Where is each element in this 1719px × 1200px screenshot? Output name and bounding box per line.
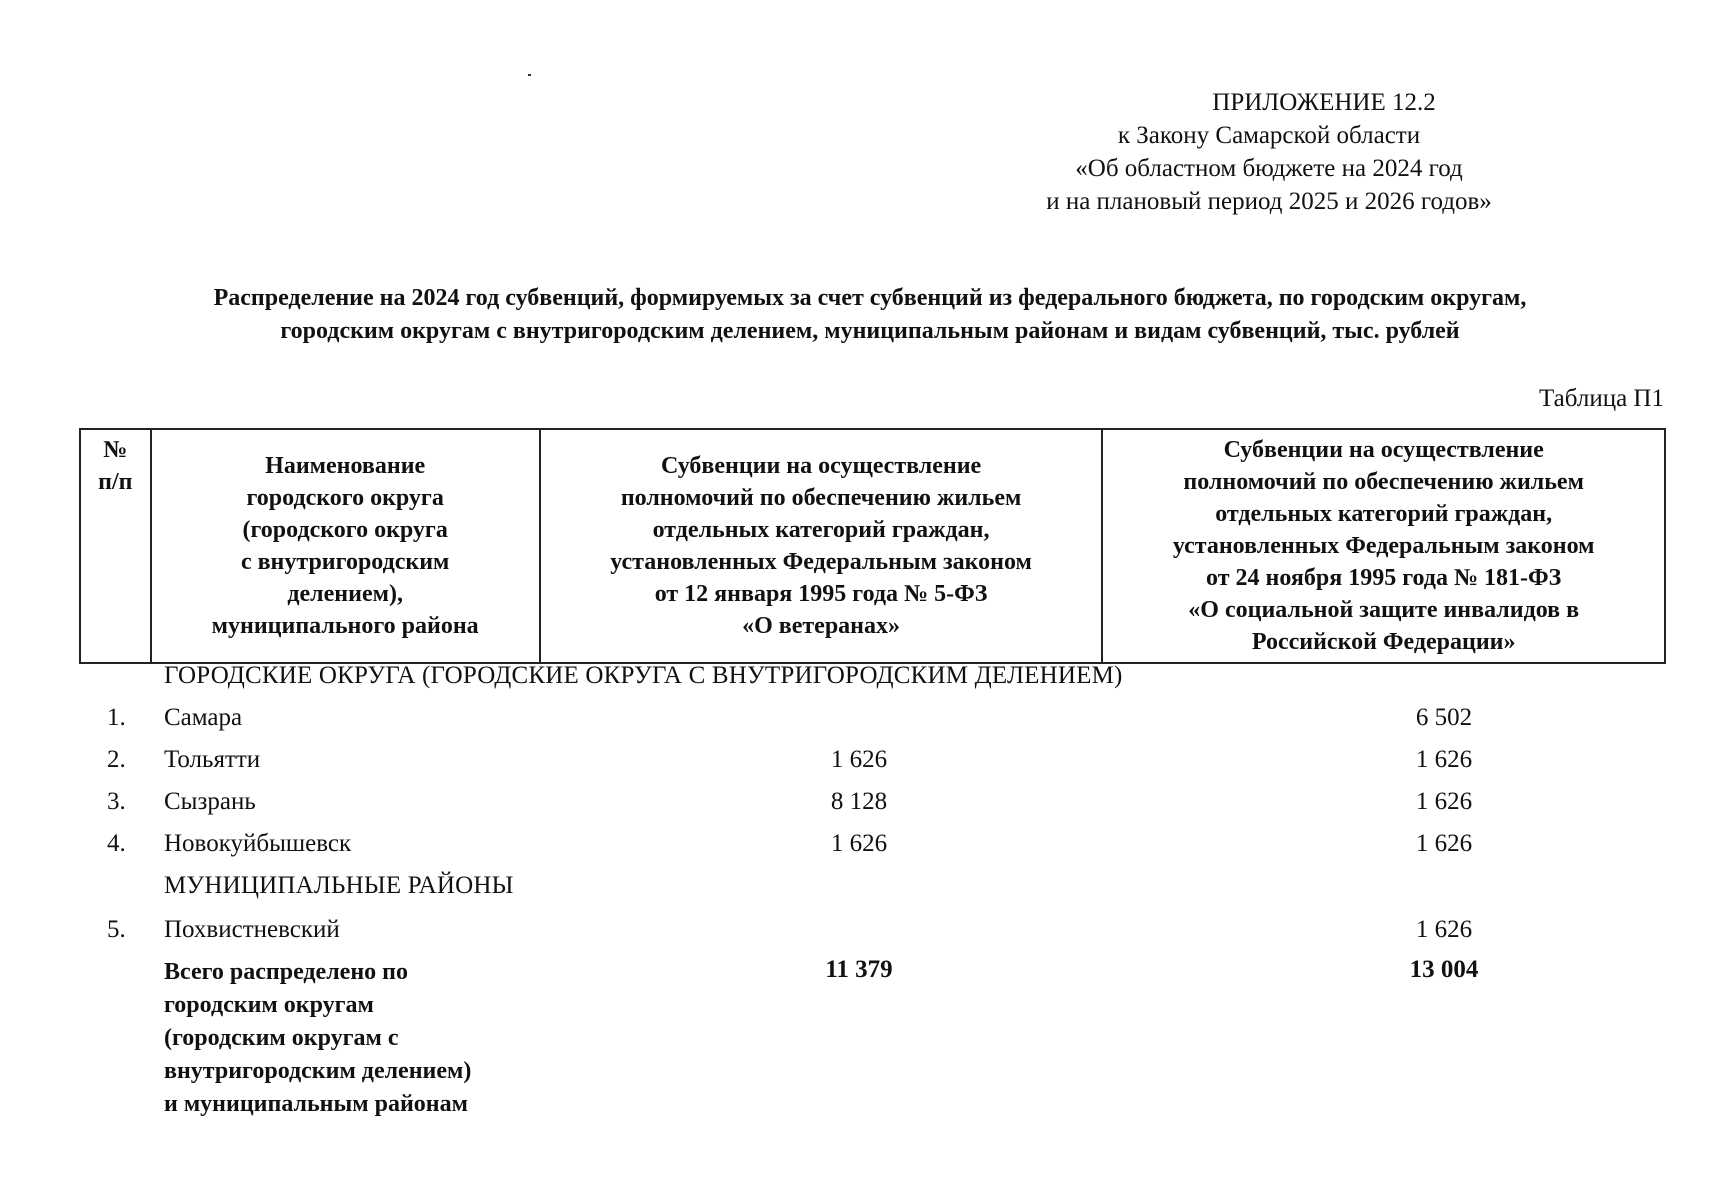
- header-veterans-line: от 12 января 1995 года № 5-ФЗ: [654, 581, 988, 607]
- row-name: Сызрань: [164, 788, 256, 815]
- table-caption: Таблица П1: [1539, 385, 1664, 412]
- scan-speck: [528, 74, 531, 76]
- header-num-line: №: [103, 437, 128, 463]
- header-veterans-line: отдельных категорий граждан,: [652, 517, 990, 543]
- row-veterans-value: 8 128: [830, 788, 888, 815]
- title-line-2: городским округам с внутригородским делением, муниципальным районам и видам субвенций, тыс. рублей: [280, 318, 1460, 344]
- header-name-line: городского округа: [246, 485, 444, 511]
- table-row: [79, 824, 1666, 864]
- total-label-line: и муниципальным районам: [164, 1091, 468, 1117]
- row-veterans-value: 1 626: [830, 830, 888, 857]
- header-name-line: (городского округа: [242, 517, 448, 543]
- table-row: [79, 740, 1666, 780]
- header-disabled-line: «О социальной защите инвалидов в: [1188, 597, 1580, 623]
- appendix-line-2: к Закону Самарской области: [1117, 122, 1421, 149]
- appendix-line-3: «Об областном бюджете на 2024 год: [1075, 155, 1463, 182]
- header-disabled-line: Субвенции на осуществление: [1223, 437, 1544, 463]
- header-num: [80, 429, 151, 663]
- row-name: Новокуйбышевск: [164, 830, 352, 857]
- row-disabled-value: 6 502: [1415, 704, 1473, 731]
- header-veterans-line: «О ветеранах»: [742, 613, 901, 639]
- row-disabled-value: 1 626: [1415, 830, 1473, 857]
- row-name: Похвистневский: [164, 916, 340, 943]
- header-num-line: п/п: [98, 469, 133, 495]
- header-disabled-line: Российской Федерации»: [1251, 629, 1516, 655]
- header-veterans-line: установленных Федеральным законом: [610, 549, 1032, 575]
- header-name-line: с внутригородским: [240, 549, 450, 575]
- document-title: [80, 282, 1660, 348]
- row-number: 1.: [107, 704, 126, 731]
- title-line-1: Распределение на 2024 год субвенций, формируемых за счет субвенций из федерального бюджета, по городским округам,: [213, 285, 1527, 311]
- row-disabled-value: 1 626: [1415, 746, 1473, 773]
- table-header: [79, 428, 1666, 664]
- total-veterans-value: 11 379: [825, 956, 893, 983]
- row-veterans-value: 1 626: [830, 746, 888, 773]
- section-municipal-districts: МУНИЦИПАЛЬНЫЕ РАЙОНЫ: [164, 872, 514, 899]
- row-number: 4.: [107, 830, 126, 857]
- row-number: 2.: [107, 746, 126, 773]
- appendix-header: [919, 86, 1619, 218]
- total-disabled-value: 13 004: [1409, 956, 1479, 983]
- header-disabled-line: полномочий по обеспечению жильем: [1183, 469, 1584, 495]
- row-number: 5.: [107, 916, 126, 943]
- total-label: [164, 956, 584, 1121]
- header-veterans-line: полномочий по обеспечению жильем: [620, 485, 1022, 511]
- header-disabled: [1102, 429, 1665, 663]
- total-label-line: городским округам: [164, 992, 374, 1018]
- appendix-line-4: и на плановый период 2025 и 2026 годов»: [1046, 188, 1492, 215]
- total-label-line: (городским округам с: [164, 1025, 399, 1051]
- header-name-line: муниципального района: [211, 613, 479, 639]
- header-name-line: делением),: [287, 581, 403, 607]
- row-name: Самара: [164, 704, 243, 731]
- header-disabled-line: отдельных категорий граждан,: [1215, 501, 1553, 527]
- total-label-line: внутригородским делением): [164, 1058, 472, 1084]
- header-disabled-line: от 24 ноября 1995 года № 181-ФЗ: [1206, 565, 1562, 591]
- row-name: Тольятти: [164, 746, 261, 773]
- row-number: 3.: [107, 788, 126, 815]
- header-disabled-line: установленных Федеральным законом: [1172, 533, 1595, 559]
- header-veterans: [540, 429, 1103, 663]
- total-label-line: Всего распределено по: [164, 959, 408, 985]
- table-row: [79, 910, 1666, 950]
- header-name: [151, 429, 540, 663]
- appendix-number: ПРИЛОЖЕНИЕ 12.2: [1212, 89, 1436, 116]
- section-urban-districts: ГОРОДСКИЕ ОКРУГА (ГОРОДСКИЕ ОКРУГА С ВНУТРИГОРОДСКИМ ДЕЛЕНИЕМ): [164, 662, 1123, 689]
- row-disabled-value: 1 626: [1415, 916, 1473, 943]
- table-row: [79, 782, 1666, 822]
- header-veterans-line: Субвенции на осуществление: [660, 453, 982, 479]
- header-name-line: Наименование: [265, 453, 426, 479]
- row-disabled-value: 1 626: [1415, 788, 1473, 815]
- table-row: [79, 698, 1666, 738]
